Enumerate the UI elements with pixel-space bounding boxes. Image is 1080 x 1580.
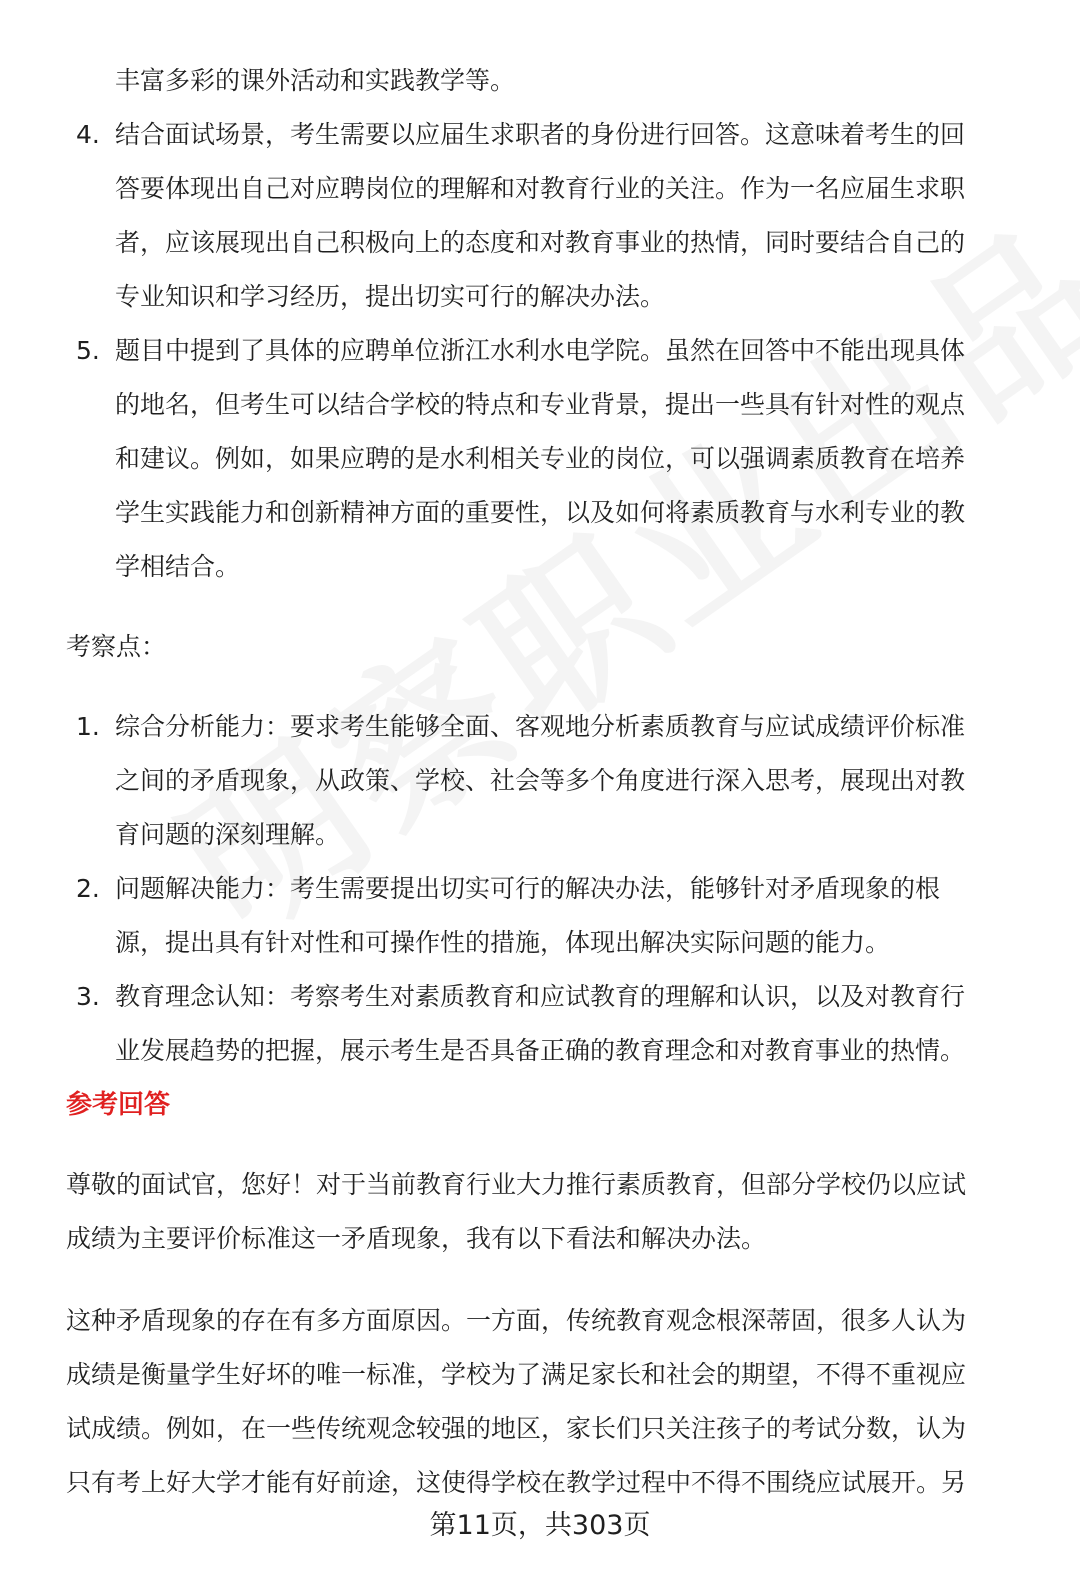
text-line: 的地名，但考生可以结合学校的特点和专业背景，提出一些具有针对性的观点 — [115, 390, 966, 419]
text-line: 试成绩。例如，在一些传统观念较强的地区，家长们只关注孩子的考试分数，认为 — [66, 1414, 967, 1443]
text-line: 学生实践能力和创新精神方面的重要性，以及如何将素质教育与水利专业的教 — [115, 498, 966, 527]
text-line: 成绩为主要评价标准这一矛盾现象，我有以下看法和解决办法。 — [66, 1224, 767, 1253]
item-number: 4. — [76, 120, 100, 149]
text-line: 业发展趋势的把握，展示考生是否具备正确的教育理念和对教育事业的热情。 — [115, 1036, 966, 1065]
text-line: 学相结合。 — [115, 552, 241, 581]
item-number: 1. — [76, 712, 100, 741]
analysis-list — [66, 108, 1030, 594]
text-line: 育问题的深刻理解。 — [115, 820, 341, 849]
text-line: 和建议。例如，如果应聘的是水利相关专业的岗位，可以强调素质教育在培养 — [115, 444, 966, 473]
page-number: 第11页，共303页 — [429, 1510, 651, 1541]
text-line: 综合分析能力：要求考生能够全面、客观地分析素质教育与应试成绩评价标准 — [115, 712, 966, 741]
points-item-1 — [66, 700, 1030, 862]
text-line: 题目中提到了具体的应聘单位浙江水利水电学院。虽然在回答中不能出现具体 — [115, 336, 966, 365]
answer-paragraph-1 — [66, 1158, 1030, 1266]
text-line: 尊敬的面试官，您好！对于当前教育行业大力推行素质教育，但部分学校仍以应试 — [66, 1170, 967, 1199]
text-line: 只有考上好大学才能有好前途，这使得学校在教学过程中不得不围绕应试展开。另 — [66, 1468, 967, 1497]
points-item-2 — [66, 862, 1030, 970]
answer-paragraph-2 — [66, 1294, 1030, 1510]
text-line: 成绩是衡量学生好坏的唯一标准，学校为了满足家长和社会的期望，不得不重视应 — [66, 1360, 967, 1389]
continuation-line: 丰富多彩的课外活动和实践教学等。 — [115, 66, 516, 95]
text-line: 结合面试场景，考生需要以应届生求职者的身份进行回答。这意味着考生的回 — [115, 120, 966, 149]
points-list — [66, 700, 1030, 1078]
item-number: 5. — [76, 336, 100, 365]
text-line: 专业知识和学习经历，提出切实可行的解决办法。 — [115, 282, 666, 311]
text-line: 问题解决能力：考生需要提出切实可行的解决办法，能够针对矛盾现象的根 — [115, 874, 941, 903]
content — [66, 54, 1030, 1510]
points-item-3 — [66, 970, 1030, 1078]
text-line: 教育理念认知：考察考生对素质教育和应试教育的理解和认识，以及对教育行 — [115, 982, 966, 1011]
text-line: 答要体现出自己对应聘岗位的理解和对教育行业的关注。作为一名应届生求职 — [115, 174, 966, 203]
item-number: 2. — [76, 874, 100, 903]
text-line: 者，应该展现出自己积极向上的态度和对教育事业的热情，同时要结合自己的 — [115, 228, 966, 257]
analysis-item-4 — [66, 108, 1030, 324]
points-heading: 考察点： — [66, 632, 167, 661]
answer-heading: 参考回答 — [66, 1090, 171, 1120]
text-line: 之间的矛盾现象，从政策、学校、社会等多个角度进行深入思考，展现出对教 — [115, 766, 966, 795]
text-line: 这种矛盾现象的存在有多方面原因。一方面，传统教育观念根深蒂固，很多人认为 — [66, 1306, 967, 1335]
analysis-item-5 — [66, 324, 1030, 594]
item-number: 3. — [76, 982, 100, 1011]
text-line: 源，提出具有针对性和可操作性的措施，体现出解决实际问题的能力。 — [115, 928, 891, 957]
